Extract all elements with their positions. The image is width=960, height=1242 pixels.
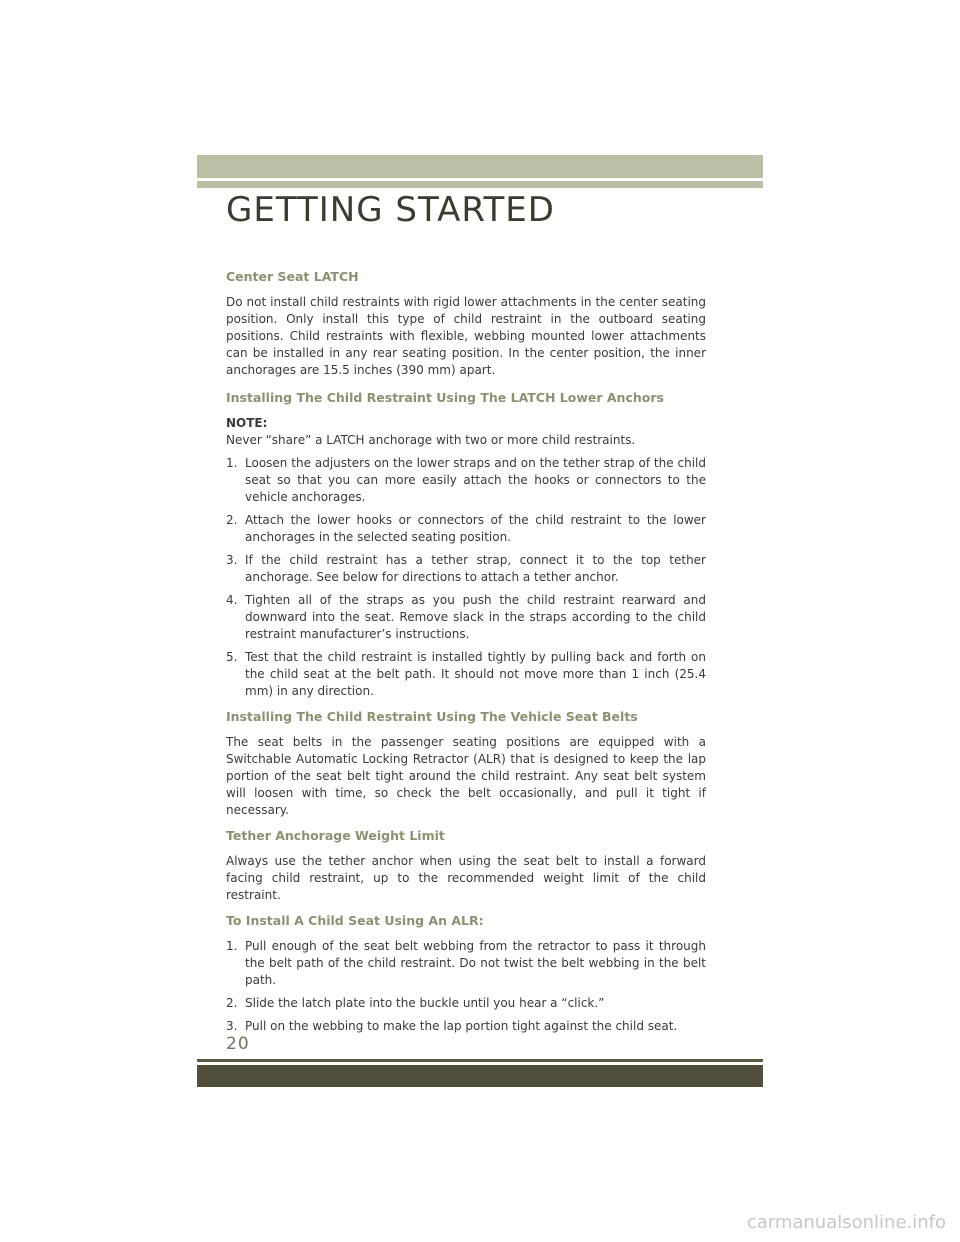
heading-center-seat-latch: Center Seat LATCH — [226, 269, 359, 284]
footer-rule — [197, 1059, 763, 1062]
paragraph-seat-belts: The seat belts in the passenger seating positions are equipped with a Switchable Automatic Locking Retractor (ALR) that is designed to keep the lap portion of the seat belt tight around the child restraint. Any seat belt system will loosen with time, so check the belt occasionally, and pull it tight if necessary. — [226, 735, 706, 817]
header-band — [197, 155, 763, 178]
heading-alr-install: To Install A Child Seat Using An ALR: — [226, 913, 484, 928]
watermark: carmanualsonline.info — [746, 1212, 946, 1233]
list-item: 1. Pull enough of the seat belt webbing from the retractor to pass it through the belt path of the child restraint. Do not twist the belt webbing in the belt path. — [226, 939, 706, 987]
footer-band — [197, 1065, 763, 1087]
list-item: 3. Pull on the webbing to make the lap portion tight against the child seat. — [226, 1019, 678, 1033]
alr-steps-list — [226, 938, 706, 1035]
page-number: 20 — [226, 1034, 250, 1054]
note-text: Never “share” a LATCH anchorage with two or more child restraints. — [226, 433, 636, 447]
section-title: GETTING STARTED — [226, 190, 555, 230]
latch-steps-list — [226, 455, 706, 700]
page-content — [226, 266, 706, 1035]
note-label: NOTE: — [226, 416, 268, 430]
paragraph-tether-limit: Always use the tether anchor when using the seat belt to install a forward facing child restraint, up to the recommended weight limit of the child restraint. — [226, 854, 706, 902]
header-rule — [197, 181, 763, 188]
heading-tether-limit: Tether Anchorage Weight Limit — [226, 828, 445, 843]
paragraph-center-seat-latch: Do not install child restraints with rigid lower attachments in the center seating position. Only install this type of child restraint in the outboard seating positions. Child restraints with flexible, webbing mounted lower attachments can be installed in any rear seating position. In the center position, the inner anchorages are 15.5 inches (390 mm) apart. — [226, 295, 706, 377]
list-item: 5. Test that the child restraint is installed tightly by pulling back and forth on the child seat at the belt path. It should not move more than 1 inch (25.4 mm) in any direction. — [226, 650, 706, 698]
list-item: 2. Slide the latch plate into the buckle until you hear a “click.” — [226, 996, 605, 1010]
list-item: 4. Tighten all of the straps as you push the child restraint rearward and downward into the seat. Remove slack in the straps according to the child restraint manufacturer’s instructions. — [226, 593, 706, 641]
heading-latch-install: Installing The Child Restraint Using The LATCH Lower Anchors — [226, 390, 664, 405]
list-item: 3. If the child restraint has a tether strap, connect it to the top tether anchorage. See below for directions to attach a tether anchor. — [226, 553, 706, 584]
list-item: 2. Attach the lower hooks or connectors of the child restraint to the lower anchorages in the selected seating position. — [226, 513, 706, 544]
list-item: 1. Loosen the adjusters on the lower straps and on the tether strap of the child seat so that you can more easily attach the hooks or connectors to the vehicle anchorages. — [226, 456, 706, 504]
heading-seat-belts: Installing The Child Restraint Using The Vehicle Seat Belts — [226, 709, 638, 724]
